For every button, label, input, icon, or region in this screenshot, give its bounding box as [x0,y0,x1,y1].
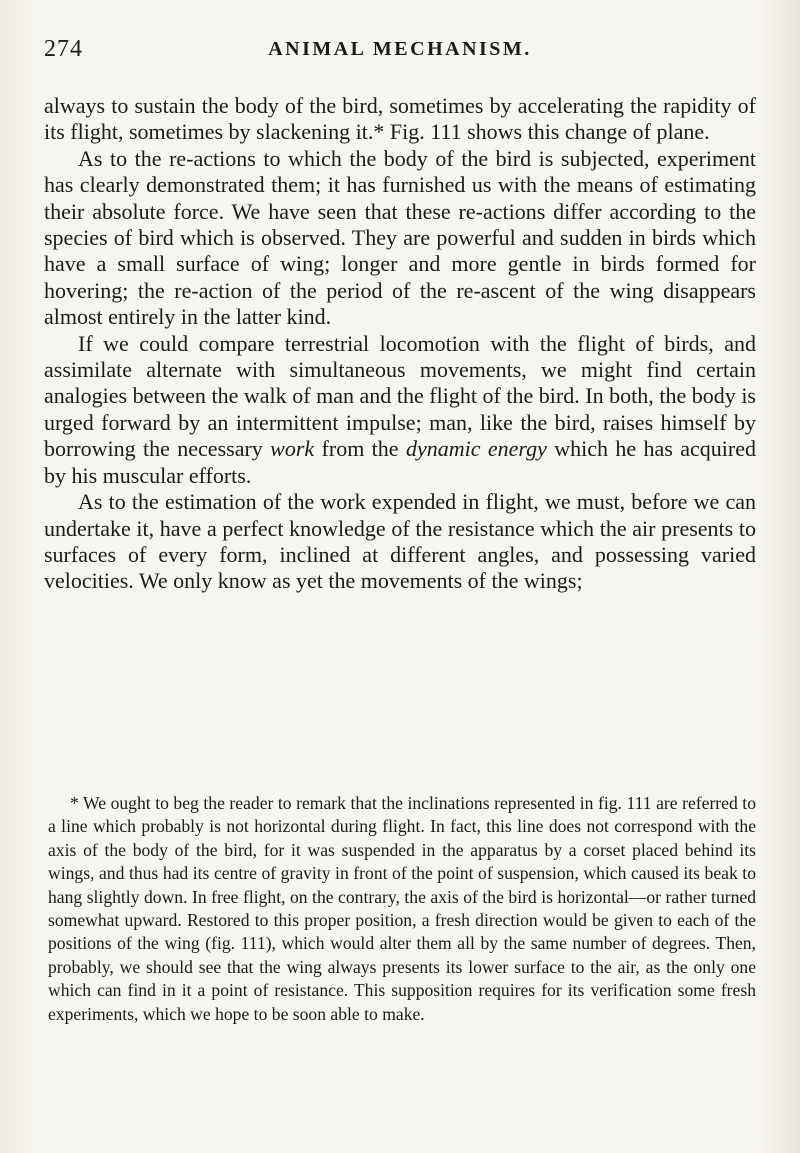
paragraph-3-text-e: which he has acquired by his muscular efforts. [44,436,756,488]
paragraph-4: As to the estimation of the work expended in flight, we must, before we can undertake it, have a perfect knowledge of the resistance which the air presents to surfaces of every form, inclined at different angles, and possessing varied velocities. We only know as yet the movements of the wings; [44,489,756,594]
paragraph-3-text-a: If we could compare terrestrial locomotion with the flight of birds, and assimilate alternate with simultaneous movements, we might find certain analogies between the walk of man and the flight of the bird. In both, the body is urged forward by an intermittent impulse; man, like the bird, raises himself by borrowing the necessary [44,330,756,462]
body-text [44,93,756,595]
footnote [48,792,756,1026]
page-header [44,36,756,68]
running-head: ANIMAL MECHANISM. [268,38,532,60]
page-number: 274 [44,36,83,62]
paragraph-3-text-c: from the [314,436,406,462]
paragraph-1: always to sustain the body of the bird, sometimes by accelerating the rapidity of its flight, sometimes by slackening it.* Fig. 111 shows this change of plane. [44,93,756,145]
paragraph-3 [44,331,756,489]
italic-dynamic-energy: dynamic energy [405,436,547,462]
italic-work: work [270,436,315,462]
footnote-text: * We ought to beg the reader to remark that the inclinations represented in fig. 111 are referred to a line which probably is not horizontal during flight. In fact, this line does not correspond with the axis of the body of the bird, for it was suspended in the apparatus by a corset placed behind its wings, and thus had its centre of gravity in front of the point of suspension, which caused its beak to hang slightly down. In free flight, on the contrary, the axis of the bird is horizontal—or rather turned somewhat upward. Restored to this proper position, a fresh direction would be given to each of the positions of the wing (fig. 111), which would alter them all by the same number of degrees. Then, probably, we should see that the wing always presents its lower surface to the air, as the only one which can find in it a point of resistance. This supposition requires for its verification some fresh experiments, which we hope to be soon able to make. [48,793,756,1024]
paragraph-2: As to the re-actions to which the body of the bird is subjected, experiment has clearly demonstrated them; it has furnished us with the means of estimating their absolute force. We have seen that these re-actions differ according to the species of bird which is observed. They are powerful and sudden in birds which have a small surface of wing; longer and more gentle in birds formed for hovering; the re-action of the period of the re-ascent of the wing disappears almost entirely in the latter kind. [44,145,756,330]
